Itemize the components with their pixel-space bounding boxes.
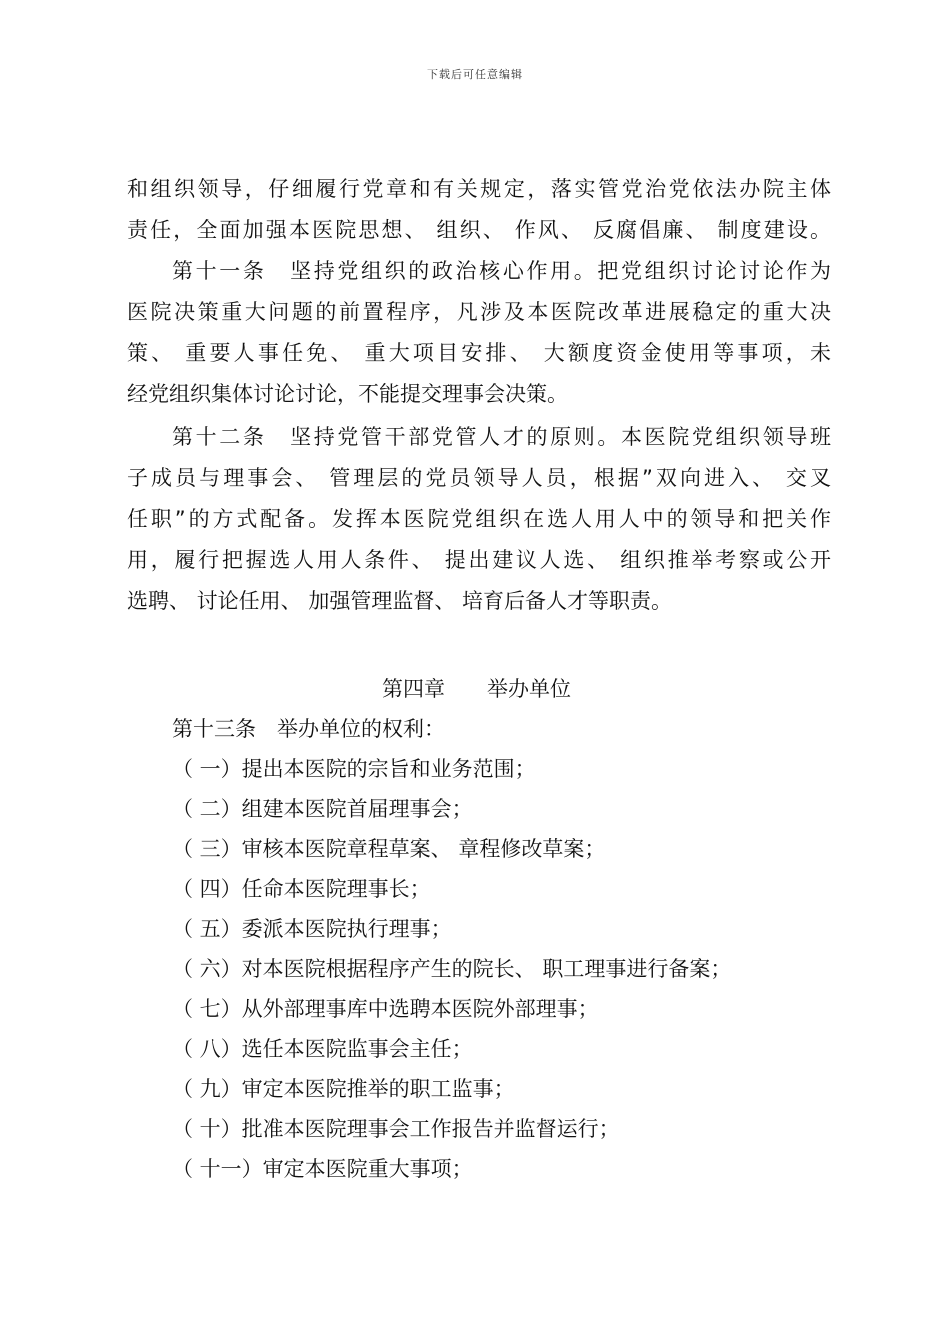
right-item: （ 十一）审定本医院重大事项； [172, 1157, 473, 1181]
right-item: （ 八）选任本医院监事会主任； [172, 1037, 473, 1061]
right-item: （ 四）任命本医院理事长； [172, 877, 431, 901]
article-12-line: 用，履行把握选人用人条件、 提出建议人选、 组织推举考察或公开 [127, 548, 831, 572]
paragraph-line: 和组织领导，仔细履行党章和有关规定，落实管党治党依法办院主体 [127, 177, 831, 201]
article-11-first-line: 第十一条 坚持党组织的政治核心作用。把党组织讨论讨论作为 [172, 259, 831, 283]
article-12-line: 子成员与理事会、 管理层的党员领导人员，根据”双向进入、 交叉 [127, 466, 831, 490]
article-12-last-line: 选聘、 讨论任用、 加强管理监督、 培育后备人才等职责。 [127, 589, 673, 613]
article-13-heading: 第十三条 举办单位的权利： [172, 717, 445, 741]
right-item: （ 十）批准本医院理事会工作报告并监督运行； [172, 1117, 620, 1141]
right-item: （ 二）组建本医院首届理事会； [172, 797, 473, 821]
article-12-line: 任职”的方式配备。发挥本医院党组织在选人用人中的领导和把关作 [127, 507, 831, 531]
paragraph-line: 责任，全面加强本医院思想、 组织、 作风、 反腐倡廉、 制度建设。 [127, 218, 831, 242]
chapter-title: 第四章 举办单位 [382, 677, 571, 701]
page-header: 下载后可任意编辑 [427, 68, 523, 81]
right-item: （ 五）委派本医院执行理事； [172, 917, 452, 941]
article-11-line: 策、 重要人事任免、 重大项目安排、 大额度资金使用等事项，未 [127, 341, 831, 365]
article-12-first-line: 第十二条 坚持党管干部党管人才的原则。本医院党组织领导班 [172, 425, 831, 449]
article-11-last-line: 经党组织集体讨论讨论，不能提交理事会决策。 [127, 382, 568, 406]
article-11-line: 医院决策重大问题的前置程序，凡涉及本医院改革进展稳定的重大决 [127, 300, 831, 324]
right-item: （ 六）对本医院根据程序产生的院长、 职工理事进行备案； [172, 957, 732, 981]
right-item: （ 一）提出本医院的宗旨和业务范围； [172, 757, 536, 781]
right-item: （ 三）审核本医院章程草案、 章程修改草案； [172, 837, 606, 861]
right-item: （ 七）从外部理事库中选聘本医院外部理事； [172, 997, 599, 1021]
right-item: （ 九）审定本医院推举的职工监事； [172, 1077, 515, 1101]
